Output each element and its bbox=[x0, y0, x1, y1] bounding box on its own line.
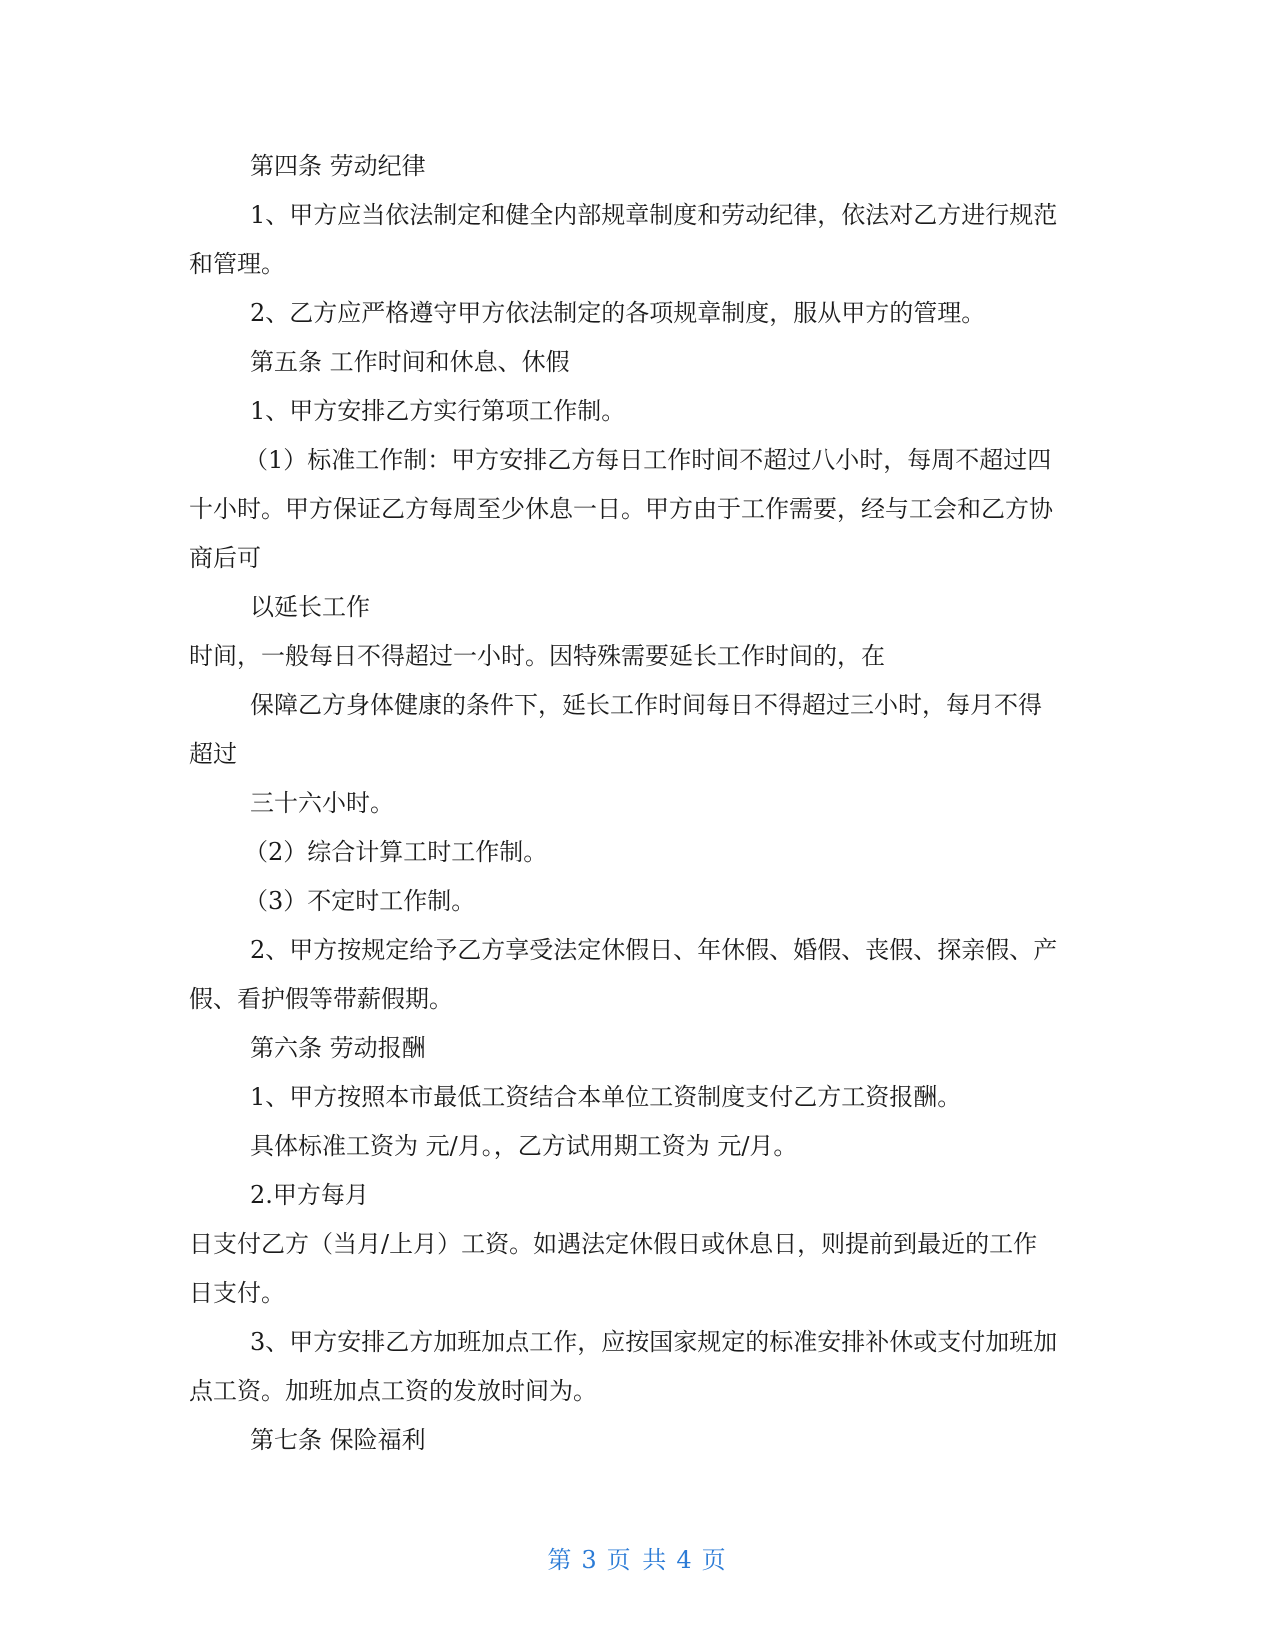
document-body bbox=[189, 142, 1089, 1465]
paragraph-line: （2）综合计算工时工作制。 bbox=[244, 838, 548, 866]
paragraph-line: 三十六小时。 bbox=[250, 789, 394, 817]
article-4-heading: 第四条 劳动纪律 bbox=[250, 152, 426, 180]
footer-suffix: 页 bbox=[701, 1546, 728, 1574]
paragraph-line: 时间，一般每日不得超过一小时。因特殊需要延长工作时间的，在 bbox=[189, 642, 885, 670]
paragraph-line: 十小时。甲方保证乙方每周至少休息一日。甲方由于工作需要，经与工会和乙方协 bbox=[189, 495, 1053, 523]
paragraph-line: 以延长工作 bbox=[250, 593, 370, 621]
paragraph-line: 1、甲方应当依法制定和健全内部规章制度和劳动纪律，依法对乙方进行规范 bbox=[250, 201, 1058, 229]
footer-middle: 页 共 bbox=[606, 1546, 669, 1574]
article-7-heading: 第七条 保险福利 bbox=[250, 1426, 426, 1454]
paragraph-line: 超过 bbox=[189, 740, 237, 768]
paragraph-line: 具体标准工资为 元/月。，乙方试用期工资为 元/月。 bbox=[250, 1132, 798, 1160]
paragraph-line: 2.甲方每月 bbox=[250, 1181, 369, 1209]
page-footer bbox=[0, 1540, 1275, 1575]
paragraph-line: 假、看护假等带薪假期。 bbox=[189, 985, 453, 1013]
paragraph-line: 商后可 bbox=[189, 544, 261, 572]
paragraph-line: 点工资。加班加点工资的发放时间为。 bbox=[189, 1377, 597, 1405]
paragraph-line: 和管理。 bbox=[189, 250, 285, 278]
paragraph-line: 1、甲方按照本市最低工资结合本单位工资制度支付乙方工资报酬。 bbox=[250, 1083, 962, 1111]
article-5-heading: 第五条 工作时间和休息、休假 bbox=[250, 348, 570, 376]
paragraph-line: 2、甲方按规定给予乙方享受法定休假日、年休假、婚假、丧假、探亲假、产 bbox=[250, 936, 1058, 964]
paragraph-line: 2、乙方应严格遵守甲方依法制定的各项规章制度，服从甲方的管理。 bbox=[250, 299, 986, 327]
footer-total-pages: 4 bbox=[676, 1546, 694, 1574]
paragraph-line: 3、甲方安排乙方加班加点工作，应按国家规定的标准安排补休或支付加班加 bbox=[250, 1328, 1058, 1356]
paragraph-line: （3）不定时工作制。 bbox=[244, 887, 476, 915]
footer-prefix: 第 bbox=[547, 1546, 574, 1574]
footer-current-page: 3 bbox=[581, 1546, 599, 1574]
paragraph-line: （1）标准工作制：甲方安排乙方每日工作时间不超过八小时，每周不超过四 bbox=[244, 446, 1052, 474]
article-6-heading: 第六条 劳动报酬 bbox=[250, 1034, 426, 1062]
paragraph-line: 1、甲方安排乙方实行第项工作制。 bbox=[250, 397, 626, 425]
paragraph-line: 日支付。 bbox=[189, 1279, 285, 1307]
paragraph-line: 保障乙方身体健康的条件下，延长工作时间每日不得超过三小时，每月不得 bbox=[250, 691, 1042, 719]
paragraph-line: 日支付乙方（当月/上月）工资。如遇法定休假日或休息日，则提前到最近的工作 bbox=[189, 1230, 1038, 1258]
